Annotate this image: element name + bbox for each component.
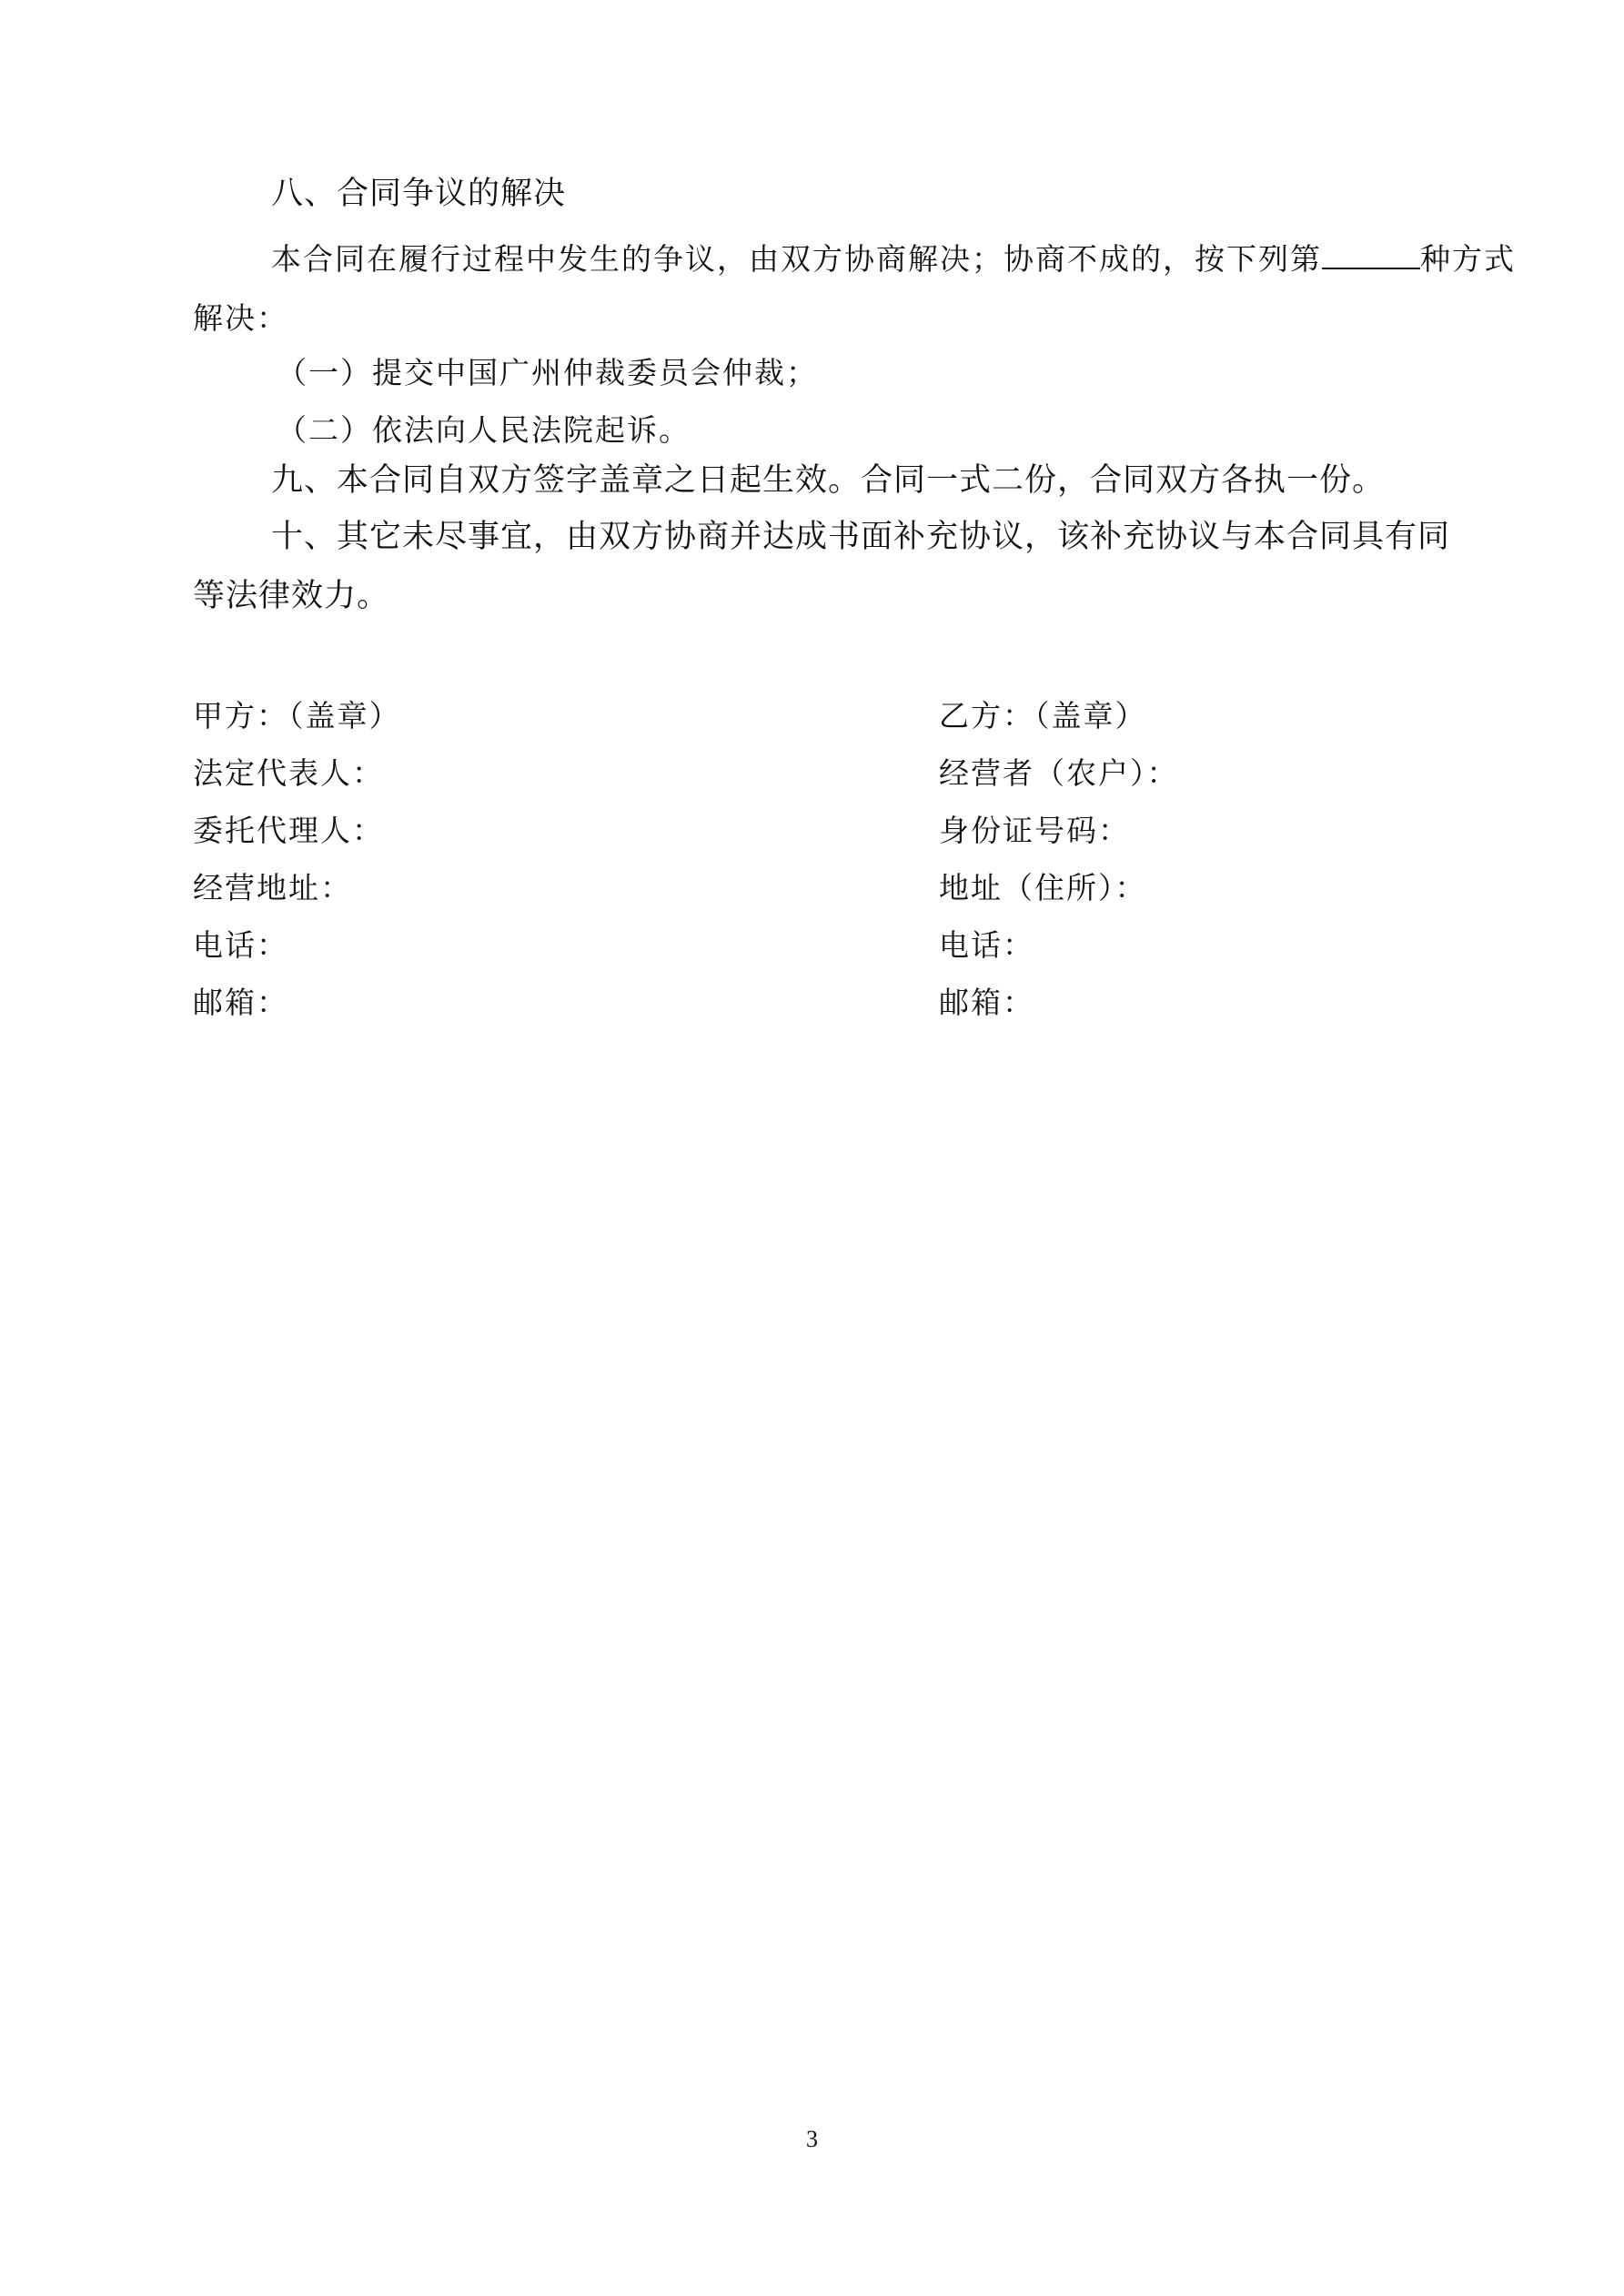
- section-8-paragraph-text: 本合同在履行过程中发生的争议，由双方协商解决；协商不成的，按下列第: [271, 241, 1322, 277]
- party-b-address: 地址（住所）：: [939, 870, 1147, 905]
- party-b-operator: 经营者（农户）：: [939, 755, 1179, 791]
- party-a-business-address: 经营地址：: [193, 870, 352, 905]
- dispute-option-arbitration: （一）提交中国广州仲裁委员会仲裁；: [277, 355, 818, 390]
- dispute-option-court: （二）依法向人民法院起诉。: [277, 412, 691, 448]
- section-8-heading: 八、合同争议的解决: [271, 176, 567, 212]
- party-b-email: 邮箱：: [939, 985, 1034, 1020]
- party-a-phone: 电话：: [193, 927, 288, 963]
- section-9-text: 九、本合同自双方签字盖章之日起生效。合同一式二份，合同双方各执一份。: [271, 462, 1386, 499]
- page-number: 3: [806, 2126, 818, 2152]
- party-a-seal: 甲方：（盖章）: [193, 698, 401, 733]
- party-a-signature-block: [193, 698, 666, 1045]
- party-b-signature-block: [939, 698, 1412, 1045]
- section-8-paragraph-continued: 解决：: [193, 300, 288, 336]
- party-b-phone: 电话：: [939, 927, 1034, 963]
- party-a-legal-representative: 法定代表人：: [193, 755, 384, 791]
- fill-in-blank[interactable]: [1322, 244, 1420, 269]
- party-a-email: 邮箱：: [193, 985, 288, 1020]
- party-b-id-number: 身份证号码：: [939, 813, 1130, 848]
- party-b-seal: 乙方：（盖章）: [939, 698, 1147, 733]
- section-10-line-1: 十、其它未尽事宜，由双方协商并达成书面补充协议，该补充协议与本合同具有同: [271, 519, 1451, 555]
- party-a-authorized-agent: 委托代理人：: [193, 813, 384, 848]
- section-8-paragraph-suffix: 种方式: [1420, 241, 1516, 277]
- section-10-line-2: 等法律效力。: [193, 578, 390, 614]
- section-8-paragraph: [271, 241, 1516, 277]
